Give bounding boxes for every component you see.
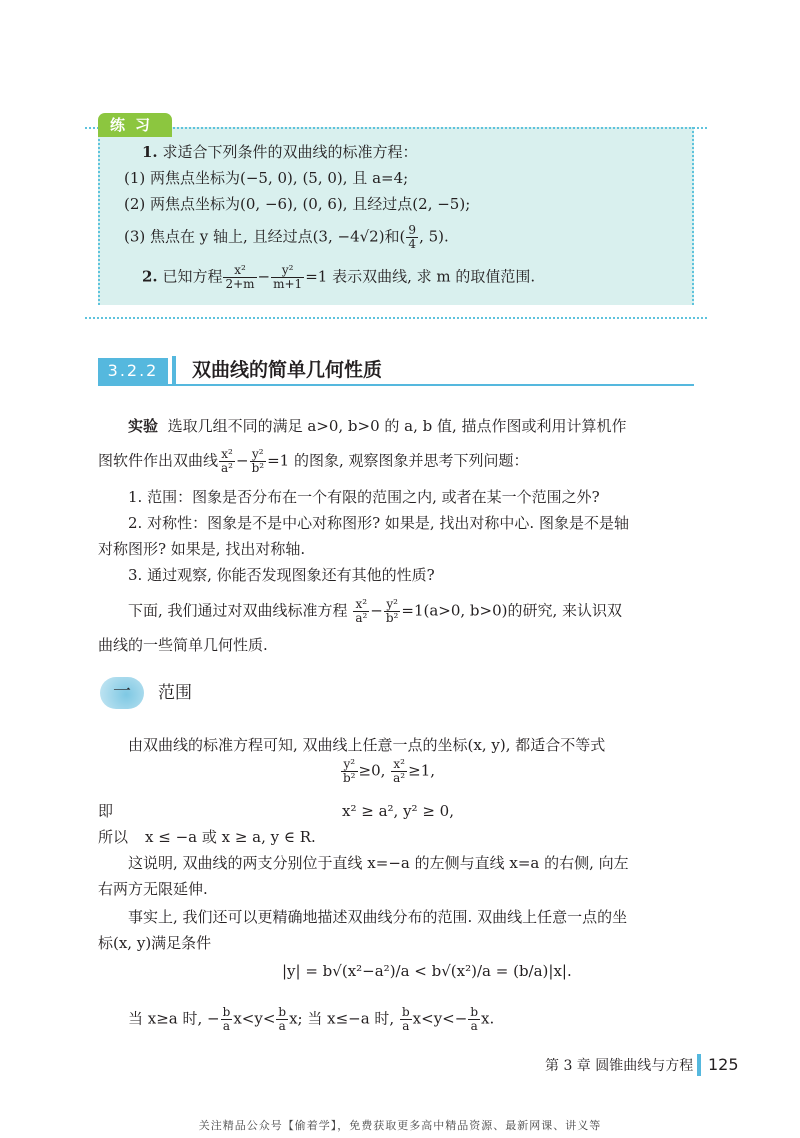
range-line-3b: 标(x, y)满足条件 bbox=[98, 934, 212, 952]
range-line-2b: 右两方无限延伸. bbox=[98, 880, 208, 898]
page-number: 125 bbox=[708, 1055, 739, 1074]
range-ineq-3: x ≤ −a 或 x ≥ a, y ∈ R. bbox=[145, 828, 316, 846]
exercise-tab: 练习 bbox=[98, 113, 172, 137]
experiment-item-1: 1. 范围：图象是否分布在一个有限的范围之内, 或者在某一个范围之外? bbox=[128, 488, 600, 506]
section-number: 3.2.2 bbox=[98, 358, 168, 384]
range-ineq-2: x² ≥ a², y² ≥ 0, bbox=[342, 802, 454, 820]
experiment-line-1: 实验 选取几组不同的满足 a>0, b>0 的 a, b 值, 描点作图或利用计算机作 bbox=[128, 417, 627, 435]
subsection-title: 范围 bbox=[158, 683, 192, 703]
range-ineq-1: $\frac{\text{y²}}{\text{b²}}$ ≥0, $\frac{\text{x²}}{\text{a²}}$ ≥1, bbox=[343, 757, 436, 785]
exercise-q1-1: (1) 两焦点坐标为(−5, 0), (5, 0), 且 a=4; bbox=[124, 169, 409, 187]
range-line-1: 由双曲线的标准方程可知, 双曲线上任意一点的坐标(x, y), 都适合不等式 bbox=[128, 736, 606, 754]
range-suoyi: 所以 bbox=[98, 828, 129, 846]
footer-bar bbox=[697, 1054, 701, 1076]
watermark-text: 关注精品公众号【偷着学】，免费获取更多高中精品资源、最新网课、讲义等 bbox=[198, 1119, 602, 1132]
section-title: 双曲线的简单几何性质 bbox=[192, 359, 383, 381]
section-rule bbox=[98, 384, 694, 386]
range-ji: 即 bbox=[98, 802, 114, 820]
range-main-equation: |y| = b√(x²−a²)/a < b√(x²)/a = (b/a)|x|. bbox=[282, 962, 572, 980]
experiment-para-2: 曲线的一些简单几何性质. bbox=[98, 636, 268, 654]
exercise-q1-3: (3) 焦点在 y 轴上, 且经过点(3, −4√2)和( $\frac{9}{4}$ , 5). bbox=[124, 223, 449, 251]
experiment-item-2b: 对称图形? 如果是, 找出对称轴. bbox=[98, 540, 306, 558]
experiment-line-2: 图软件作出双曲线 $\frac{\text{x²}}{\text{a²}}$ − $\frac{\text{y²}}{\text{b²}}$ =1 的图象, 观察图象并思考下列问题： bbox=[98, 447, 529, 475]
range-line-3a: 事实上, 我们还可以更精确地描述双曲线分布的范围. 双曲线上任意一点的坐 bbox=[128, 908, 628, 926]
section-bar bbox=[172, 356, 176, 386]
exercise-q1-2: (2) 两焦点坐标为(0, −6), (0, 6), 且经过点(2, −5); bbox=[124, 195, 471, 213]
footer-chapter: 第 3 章 圆锥曲线与方程 bbox=[545, 1058, 694, 1074]
experiment-item-3: 3. 通过观察, 你能否发现图象还有其他的性质? bbox=[128, 566, 435, 584]
exercise-q1: 1. 求适合下列条件的双曲线的标准方程： bbox=[142, 143, 418, 161]
experiment-para-1: 下面, 我们通过对双曲线标准方程 $\frac{\text{x²}}{\text{a²}}$ − $\frac{\text{y²}}{\text{b²}}$ =1(a>0, b>0)的研究, 来认识双 bbox=[128, 597, 623, 625]
experiment-item-2a: 2. 对称性：图象是不是中心对称图形? 如果是, 找出对称中心. 图象是不是轴 bbox=[128, 514, 629, 532]
exercise-q2: 2. 已知方程 $\frac{\text{x²}}{2+m}$ − $\frac{\text{y²}}{m+1}$ =1 表示双曲线, 求 m 的取值范围. bbox=[142, 263, 536, 291]
subsection-number: 一 bbox=[100, 677, 144, 709]
range-line-2a: 这说明, 双曲线的两支分别位于直线 x=−a 的左侧与直线 x=a 的右侧, 向左 bbox=[128, 854, 629, 872]
range-line-4: 当 x≥a 时, − $\frac{b}{a}$ x<y< $\frac{b}{a}$ x; 当 x≤−a 时, $\frac{b}{a}$ x<y<− $\frac{b}{a}$ x. bbox=[128, 1005, 495, 1033]
